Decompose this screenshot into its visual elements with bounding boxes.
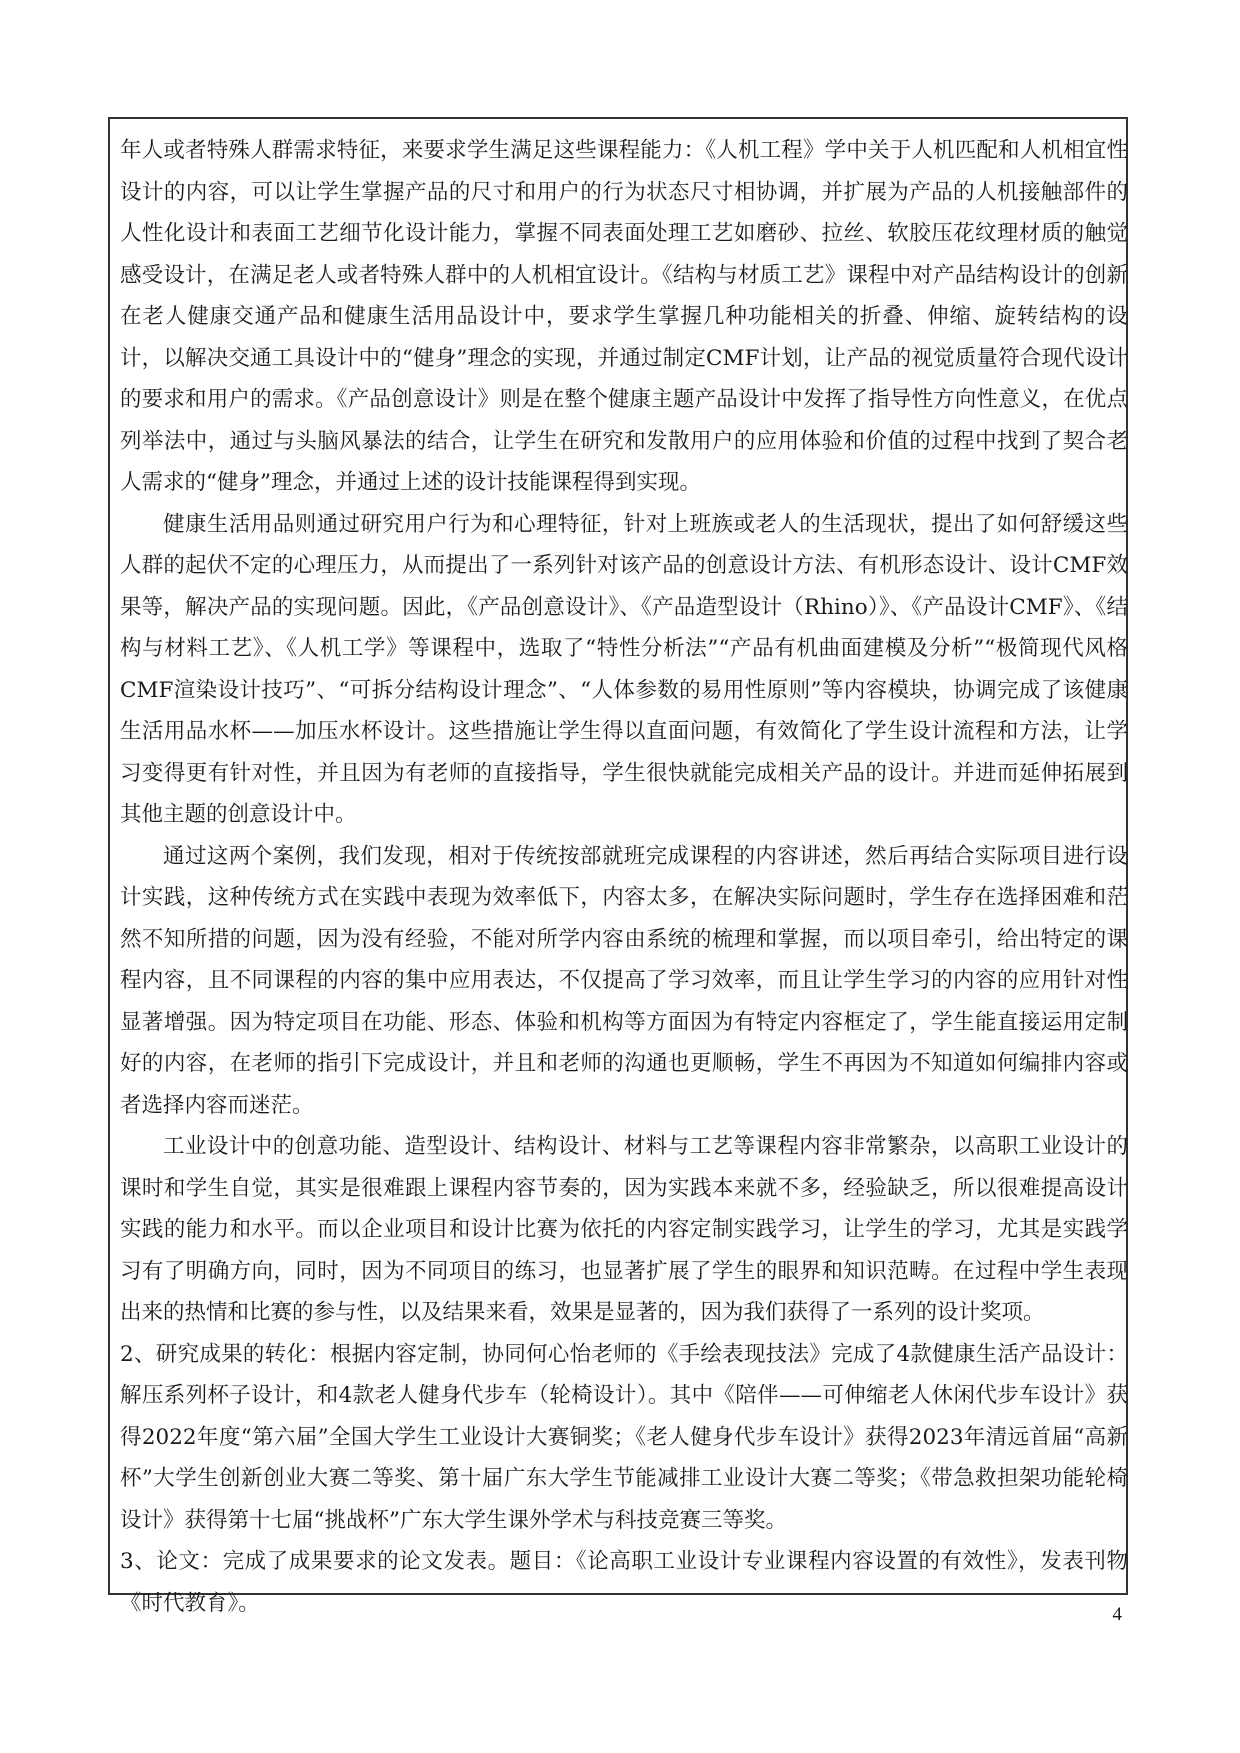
document-body — [120, 130, 1128, 1624]
paragraph: 年人或者特殊人群需求特征，来要求学生满足这些课程能力：《人机工程》学中关于人机匹配和人机相宜性设计的内容，可以让学生掌握产品的尺寸和用户的行为状态尺寸相协调，并扩展为产品的人机接触部件的人性化设计和表面工艺细节化设计能力，掌握不同表面处理工艺如磨砂、拉丝、软胶压花纹理材质的触觉感受设计，在满足老人或者特殊人群中的人机相宜设计。《结构与材质工艺》课程中对产品结构设计的创新在老人健康交通产品和健康生活用品设计中，要求学生掌握几种功能相关的折叠、伸缩、旋转结构的设计，以解决交通工具设计中的“健身”理念的实现，并通过制定CMF计划，让产品的视觉质量符合现代设计的要求和用户的需求。《产品创意设计》则是在整个健康主题产品设计中发挥了指导性方向性意义，在优点列举法中，通过与头脑风暴法的结合，让学生在研究和发散用户的应用体验和价值的过程中找到了契合老人需求的“健身”理念，并通过上述的设计技能课程得到实现。 — [120, 138, 1128, 495]
paragraph: 2、研究成果的转化：根据内容定制，协同何心怡老师的《手绘表现技法》完成了4款健康生活产品设计：解压系列杯子设计，和4款老人健身代步车（轮椅设计）。其中《陪伴——可伸缩老人休闲代步车设计》获得2022年度“第六届”全国大学生工业设计大赛铜奖；《老人健身代步车设计》获得2023年清远首届“高新杯”大学生创新创业大赛二等奖、第十届广东大学生节能减排工业设计大赛二等奖；《带急救担架功能轮椅设计》获得第十七届“挑战杯”广东大学生课外学术与科技竞赛三等奖。 — [120, 1341, 1128, 1533]
paragraph: 通过这两个案例，我们发现，相对于传统按部就班完成课程的内容讲述，然后再结合实际项目进行设计实践，这种传统方式在实践中表现为效率低下，内容太多，在解决实际问题时，学生存在选择困难和茫然不知所措的问题，因为没有经验，不能对所学内容由系统的梳理和掌握，而以项目牵引，给出特定的课程内容，且不同课程的内容的集中应用表达，不仅提高了学习效率，而且让学生学习的内容的应用针对性显著增强。因为特定项目在功能、形态、体验和机构等方面因为有特定内容框定了，学生能直接运用定制好的内容，在老师的指引下完成设计，并且和老师的沟通也更顺畅，学生不再因为不知道如何编排内容或者选择内容而迷茫。 — [120, 843, 1128, 1118]
paragraph: 3、论文：完成了成果要求的论文发表。题目：《论高职工业设计专业课程内容设置的有效性》，发表刊物《时代教育》。 — [120, 1549, 1128, 1616]
paragraph: 健康生活用品则通过研究用户行为和心理特征，针对上班族或老人的生活现状，提出了如何舒缓这些人群的起伏不定的心理压力，从而提出了一系列针对该产品的创意设计方法、有机形态设计、设计CMF效果等，解决产品的实现问题。因此，《产品创意设计》、《产品造型设计（Rhino）》、《产品设计CMF》、《结构与材料工艺》、《人机工学》等课程中，选取了“特性分析法”“产品有机曲面建模及分析”“极简现代风格CMF渲染设计技巧”、“可拆分结构设计理念”、“人体参数的易用性原则”等内容模块，协调完成了该健康生活用品水杯——加压水杯设计。这些措施让学生得以直面问题，有效简化了学生设计流程和方法，让学习变得更有针对性，并且因为有老师的直接指导，学生很快就能完成相关产品的设计。并进而延伸拓展到其他主题的创意设计中。 — [120, 511, 1128, 827]
paragraph: 工业设计中的创意功能、造型设计、结构设计、材料与工艺等课程内容非常繁杂，以高职工业设计的课时和学生自觉，其实是很难跟上课程内容节奏的，因为实践本来就不多，经验缺乏，所以很难提高设计实践的能力和水平。而以企业项目和设计比赛为依托的内容定制实践学习，让学生的学习，尤其是实践学习有了明确方向，同时，因为不同项目的练习，也显著扩展了学生的眼界和知识范畴。在过程中学生表现出来的热情和比赛的参与性，以及结果来看，效果是显著的，因为我们获得了一系列的设计奖项。 — [120, 1134, 1128, 1325]
page-number: 4 — [1112, 1604, 1122, 1625]
